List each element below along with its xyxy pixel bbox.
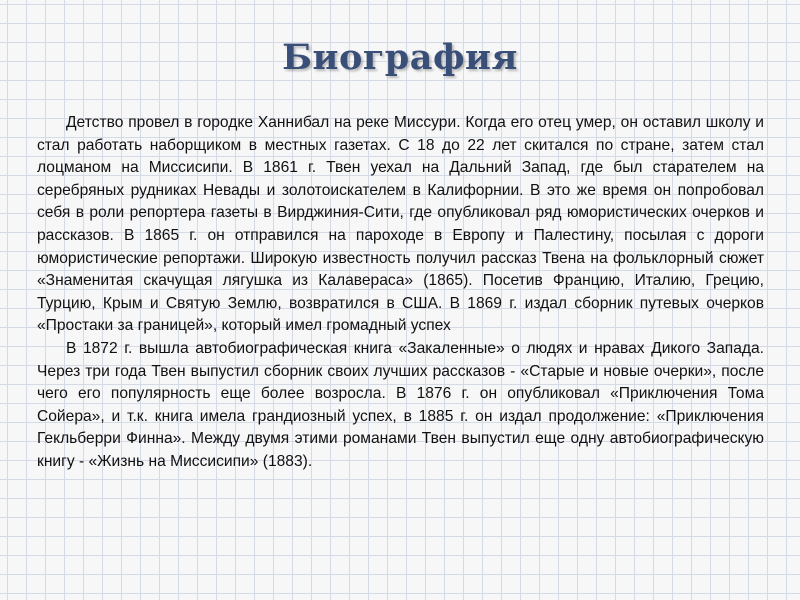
slide-title: Биография [282, 37, 518, 78]
paragraph-childhood: Детство провел в городке Ханнибал на реке Миссури. Когда его отец умер, он оставил школу и стал работать наборщиком в местных газетах. С 18 до 22 лет скитался по стране, затем стал лоцманом на Миссисипи. В 1861 г. Твен уехал на Дальний Запад, где был старателем на серебряных рудниках Невады и золотоискателем в Калифорнии. В это же время он попробовал себя в роли репортера газеты в Вирджиния-Сити, где опубликовал ряд юмористических очерков и рассказов. В 1865 г. он отправился на пароходе в Европу и Палестину, посылая с дороги юмористические репортажи. Широкую известность получил рассказ Твена на фольклорный сюжет «Знаменитая скачущая лягушка из Калавераса» (1865). Посетив Францию, Италию, Грецию, Турцию, Крым и Святую Землю, возвратился в США. В 1869 г. издал сборник путевых очерков «Простаки за границей», который имел громадный успех [37, 114, 764, 335]
slide-body-text [37, 112, 764, 474]
paragraph-career: В 1872 г. вышла автобиографическая книга «Закаленные» о людях и нравах Дикого Запада. Через три года Твен выпустил сборник своих лучших рассказов - «Старые и новые очерки», после чего его популярность еще более возросла. В 1876 г. он опубликовал «Приключения Тома Сойера», и т.к. книга имела грандиозный успех, в 1885 г. он издал продолжение: «Приключения Гекльберри Финна». Между двумя этими романами Твен выпустил еще одну автобиографическую книгу - «Жизнь на Миссисипи» (1883). [37, 339, 764, 470]
